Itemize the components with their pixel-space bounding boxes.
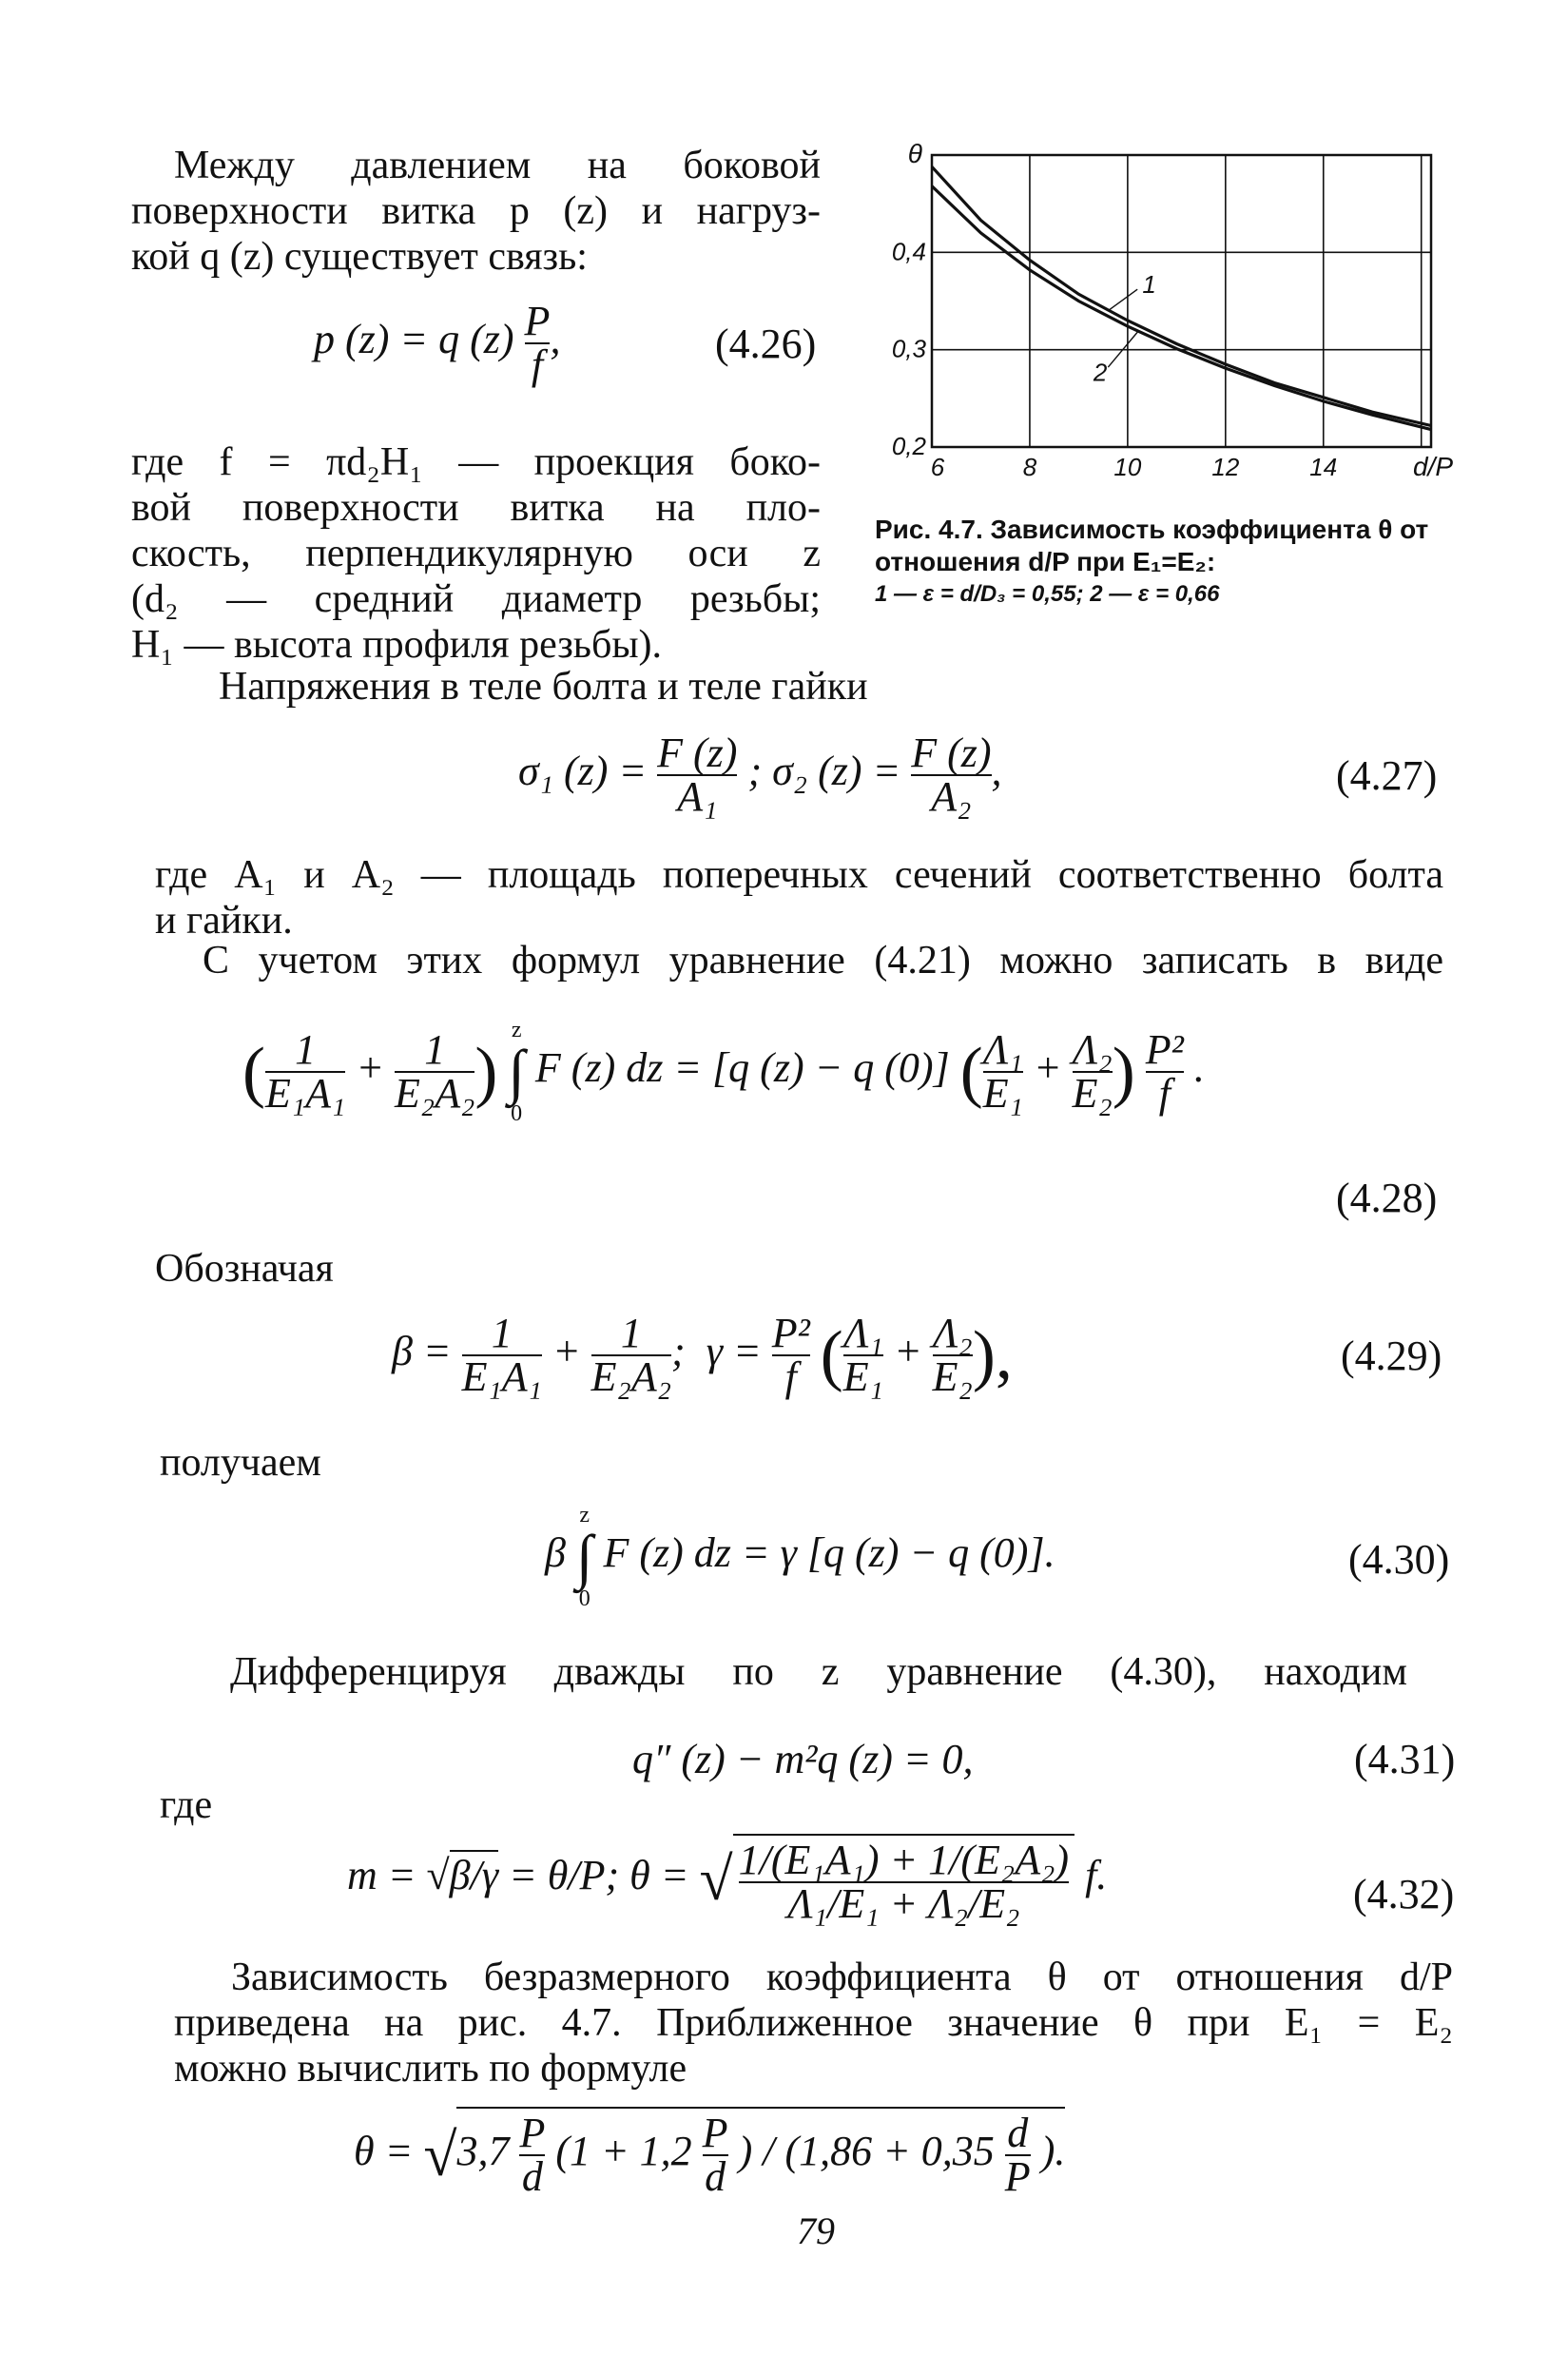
eq430-body: F (z) dz = γ [q (z) − q (0)]. [603,1529,1055,1577]
series-2-label: 2 [1093,358,1108,387]
equation-4-29 [392,1310,1013,1400]
eq429-beta: β = [392,1328,452,1375]
eq429-frac3 [771,1310,810,1400]
eq428-frac1 [264,1026,346,1117]
where-line-4: (d₂ — средний диаметр резьбы; [131,577,821,621]
eq428-integral [508,1018,525,1126]
eq432-sqrt-sign-2: √ [699,1845,733,1913]
x-tick-label: 8 [1022,453,1037,481]
series-1-label: 1 [1142,270,1156,300]
equation-number-4-29: (4.29) [1341,1333,1442,1379]
eq428-frac4 [1072,1026,1113,1117]
eq427-frac2-bot: A₂ [911,774,991,818]
eq428-frac4-top: Λ₂ [1072,1026,1113,1073]
eq429-frac2-bot: E₂A₂ [590,1353,672,1400]
eq430-int-lower: 0 [578,1586,590,1611]
eq426-lhs: p (z) = q (z) [314,316,514,363]
areas-line-2: и гайки. [155,899,293,943]
equation-number-4-27: (4.27) [1336,752,1438,799]
eq429-frac3-bot: f [772,1354,810,1398]
eq427-tail: , [991,748,1002,795]
eq428-middle: F (z) dz = [q (z) − q (0)] [534,1044,950,1092]
eq428-close-paren: ) [474,1033,498,1110]
intro-line-2: поверхности витка p (z) и нагруз- [131,189,821,233]
eq428-frac4-bot: E₂ [1072,1070,1113,1117]
eq429-open-paren: ( [820,1316,843,1393]
equation-4-30 [545,1503,1055,1611]
label-where: где [160,1783,213,1827]
eq426-tail: , [550,316,561,363]
equation-4-28 [242,1018,1205,1126]
eq429-frac4-top: Λ₁ [842,1310,883,1356]
eq428-frac5-bot: f [1146,1071,1184,1115]
figure-4-7 [880,138,1455,514]
eq432-tail: f. [1085,1852,1108,1899]
eq428-frac5-top: P² [1145,1026,1184,1073]
eq428-frac5 [1145,1026,1184,1117]
eq432-m: m = [347,1852,416,1899]
label-denote: Обозначая [155,1247,334,1291]
theta-vs-dp-chart [880,138,1455,514]
eq428-plus-2: + [1033,1044,1062,1092]
where-line-5: H₁ — высота профиля резьбы). [131,623,663,667]
eq428-open-paren: ( [242,1033,265,1110]
eq428-frac3-bot: E₁ [982,1070,1023,1117]
eq429-frac5-top: Λ₂ [932,1310,973,1356]
where-line-1: где f = πd₂H₁ — проекция боко- [131,440,821,484]
eq432-sqrt-body: β/γ [449,1852,499,1899]
y-tick-label: 0,3 [891,334,926,363]
eq429-frac5 [932,1310,973,1400]
eq432-frac [733,1834,1074,1925]
diff-line: Дифференцируя дважды по z уравнение (4.30), находим [230,1650,1407,1694]
eq428-frac2 [395,1026,475,1117]
dependence-line-1: Зависимость безразмерного коэффициента θ от отношения d/P [231,1956,1453,1999]
dependence-line-2: приведена на рис. 4.7. Приближенное значение θ при E₁ = E₂ [174,2001,1453,2045]
equation-number-4-28: (4.28) [1336,1175,1438,1221]
eqf-frac2-bot: d [703,2154,728,2198]
eqf-b: (1 + 1,2 [555,2128,692,2175]
eqf-sqrt-sign: √ [423,2121,457,2189]
eqf-frac2 [703,2112,728,2198]
eq428-frac3 [982,1026,1023,1117]
account-line: С учетом этих формул уравнение (4.21) можно записать в виде [203,939,1443,983]
eq428-int-lower: 0 [511,1101,523,1126]
areas-line-1: где A₁ и A₂ — площадь поперечных сечений соответственно болта [155,853,1443,897]
eqf-frac3-bot: P [1004,2153,1031,2200]
eq426-fraction [524,298,551,388]
y-tick-label: 0,4 [891,237,926,266]
where-line-2: вой поверхности витка на пло- [131,486,821,530]
stress-line: Напряжения в теле болта и теле гайки [219,665,868,709]
eq429-close-paren: ), [972,1316,1013,1393]
eqf-frac3 [1005,2112,1031,2198]
equation-4-32 [347,1834,1107,1925]
eq429-plus-2: + [893,1328,922,1375]
eq428-frac1-bot: E₁A₁ [264,1070,346,1117]
eq429-frac1 [461,1310,542,1400]
figure-caption-title: Рис. 4.7. Зависимость коэффициента θ от отношения d/P при E₁=E₂: [875,515,1429,576]
equation-4-31: q″ (z) − m²q (z) = 0, [632,1736,974,1782]
eqf-frac1-top: P [519,2110,546,2156]
eq429-frac1-bot: E₁A₁ [461,1353,542,1400]
eq430-int-sign: ∫ [575,1523,593,1590]
eqf-c: ) / (1,86 + 0,35 [738,2128,995,2175]
equation-theta-approx [354,2107,1065,2198]
eq432-sqrt-sign: √ [426,1852,450,1899]
series-1-leader [1108,289,1137,311]
eq427-frac2-top: F (z) [911,730,992,776]
eqf-frac1-bot: d [519,2154,545,2198]
eq429-frac4-bot: E₁ [842,1353,883,1400]
eq427-sigma1: σ₁ (z) = [518,748,648,795]
equation-4-26 [314,298,561,388]
figure-caption-legend: 1 — ε = d/D₃ = 0,55; 2 — ε = 0,66 [875,581,1220,607]
eq430-beta: β [545,1529,566,1577]
page-number: 79 [797,2209,835,2252]
eq428-tail: . [1193,1044,1205,1092]
eq429-plus: + [552,1328,581,1375]
eq428-plus: + [356,1044,385,1092]
eq430-int-upper: z [579,1503,590,1528]
plot-frame [932,155,1431,447]
x-tick-label: 14 [1309,453,1338,481]
series-line-2 [932,186,1431,430]
dependence-line-3: можно вычислить по формуле [174,2047,687,2091]
eqf-frac2-top: P [702,2110,728,2156]
x-tick-label: 12 [1211,453,1240,481]
y-tick-label: 0,2 [891,432,926,460]
eq428-int-upper: z [511,1018,522,1042]
eq429-frac1-top: 1 [491,1310,513,1356]
eq428-frac2-top: 1 [424,1026,446,1073]
eq429-frac2 [590,1310,672,1400]
x-tick-label: 6 [930,453,945,481]
intro-line-3: кой q (z) существует связь: [131,235,588,279]
intro-line-1: Между давлением на боковой [174,144,821,187]
eq428-close-paren-2: ) [1112,1033,1135,1110]
eqf-frac3-top: d [1007,2110,1029,2156]
equation-number-4-32: (4.32) [1353,1871,1455,1917]
where-line-3: скость, перпендикулярную оси z [131,532,821,575]
eq427-frac2 [911,732,991,818]
eq429-frac4 [842,1310,883,1400]
eqf-a: 3,7 [456,2128,510,2175]
eq427-frac1 [657,732,737,818]
eq429-gamma: γ = [706,1328,762,1375]
x-tick-label: 10 [1113,453,1142,481]
eq426-denominator: f [525,342,551,386]
eq428-open-paren-2: ( [959,1033,983,1110]
eq429-semicolon: ; [671,1328,686,1375]
eq432-middle: = θ/P; θ = [509,1852,689,1899]
eq429-frac5-bot: E₂ [932,1353,973,1400]
x-axis-label: d/P [1412,452,1454,481]
eq428-frac1-top: 1 [295,1026,317,1073]
eq427-sigma2: ; σ₂ (z) = [747,748,901,795]
series-line-1 [932,166,1431,425]
eq429-frac2-top: 1 [620,1310,642,1356]
y-axis-label: θ [907,139,922,168]
eq427-frac1-top: F (z) [657,730,738,776]
eq429-frac3-top: P² [771,1310,810,1356]
eq427-frac1-bot: A₁ [657,774,737,818]
figure-caption [875,514,1445,611]
eq432-frac-bot: Λ₁/E₁ + Λ₂/E₂ [739,1881,1069,1925]
eq428-frac2-bot: E₂A₂ [395,1070,475,1117]
equation-4-27 [518,732,1002,818]
eq432-frac-top: 1/(E₁A₁) + 1/(E₂A₂) [738,1837,1070,1883]
equation-number-4-26: (4.26) [715,321,817,367]
eqf-frac1 [519,2112,545,2198]
label-get: получаем [160,1441,321,1485]
eq430-integral [576,1503,593,1611]
eqf-d: ). [1040,2128,1066,2175]
equation-number-4-31: (4.31) [1354,1736,1456,1782]
eqf-lhs: θ = [354,2128,414,2175]
eqf-radicand [456,2107,1065,2198]
equation-number-4-30: (4.30) [1348,1536,1450,1583]
eq428-int-sign: ∫ [508,1038,525,1105]
eq426-numerator: P [524,298,551,344]
eq428-frac3-top: Λ₁ [982,1026,1023,1073]
